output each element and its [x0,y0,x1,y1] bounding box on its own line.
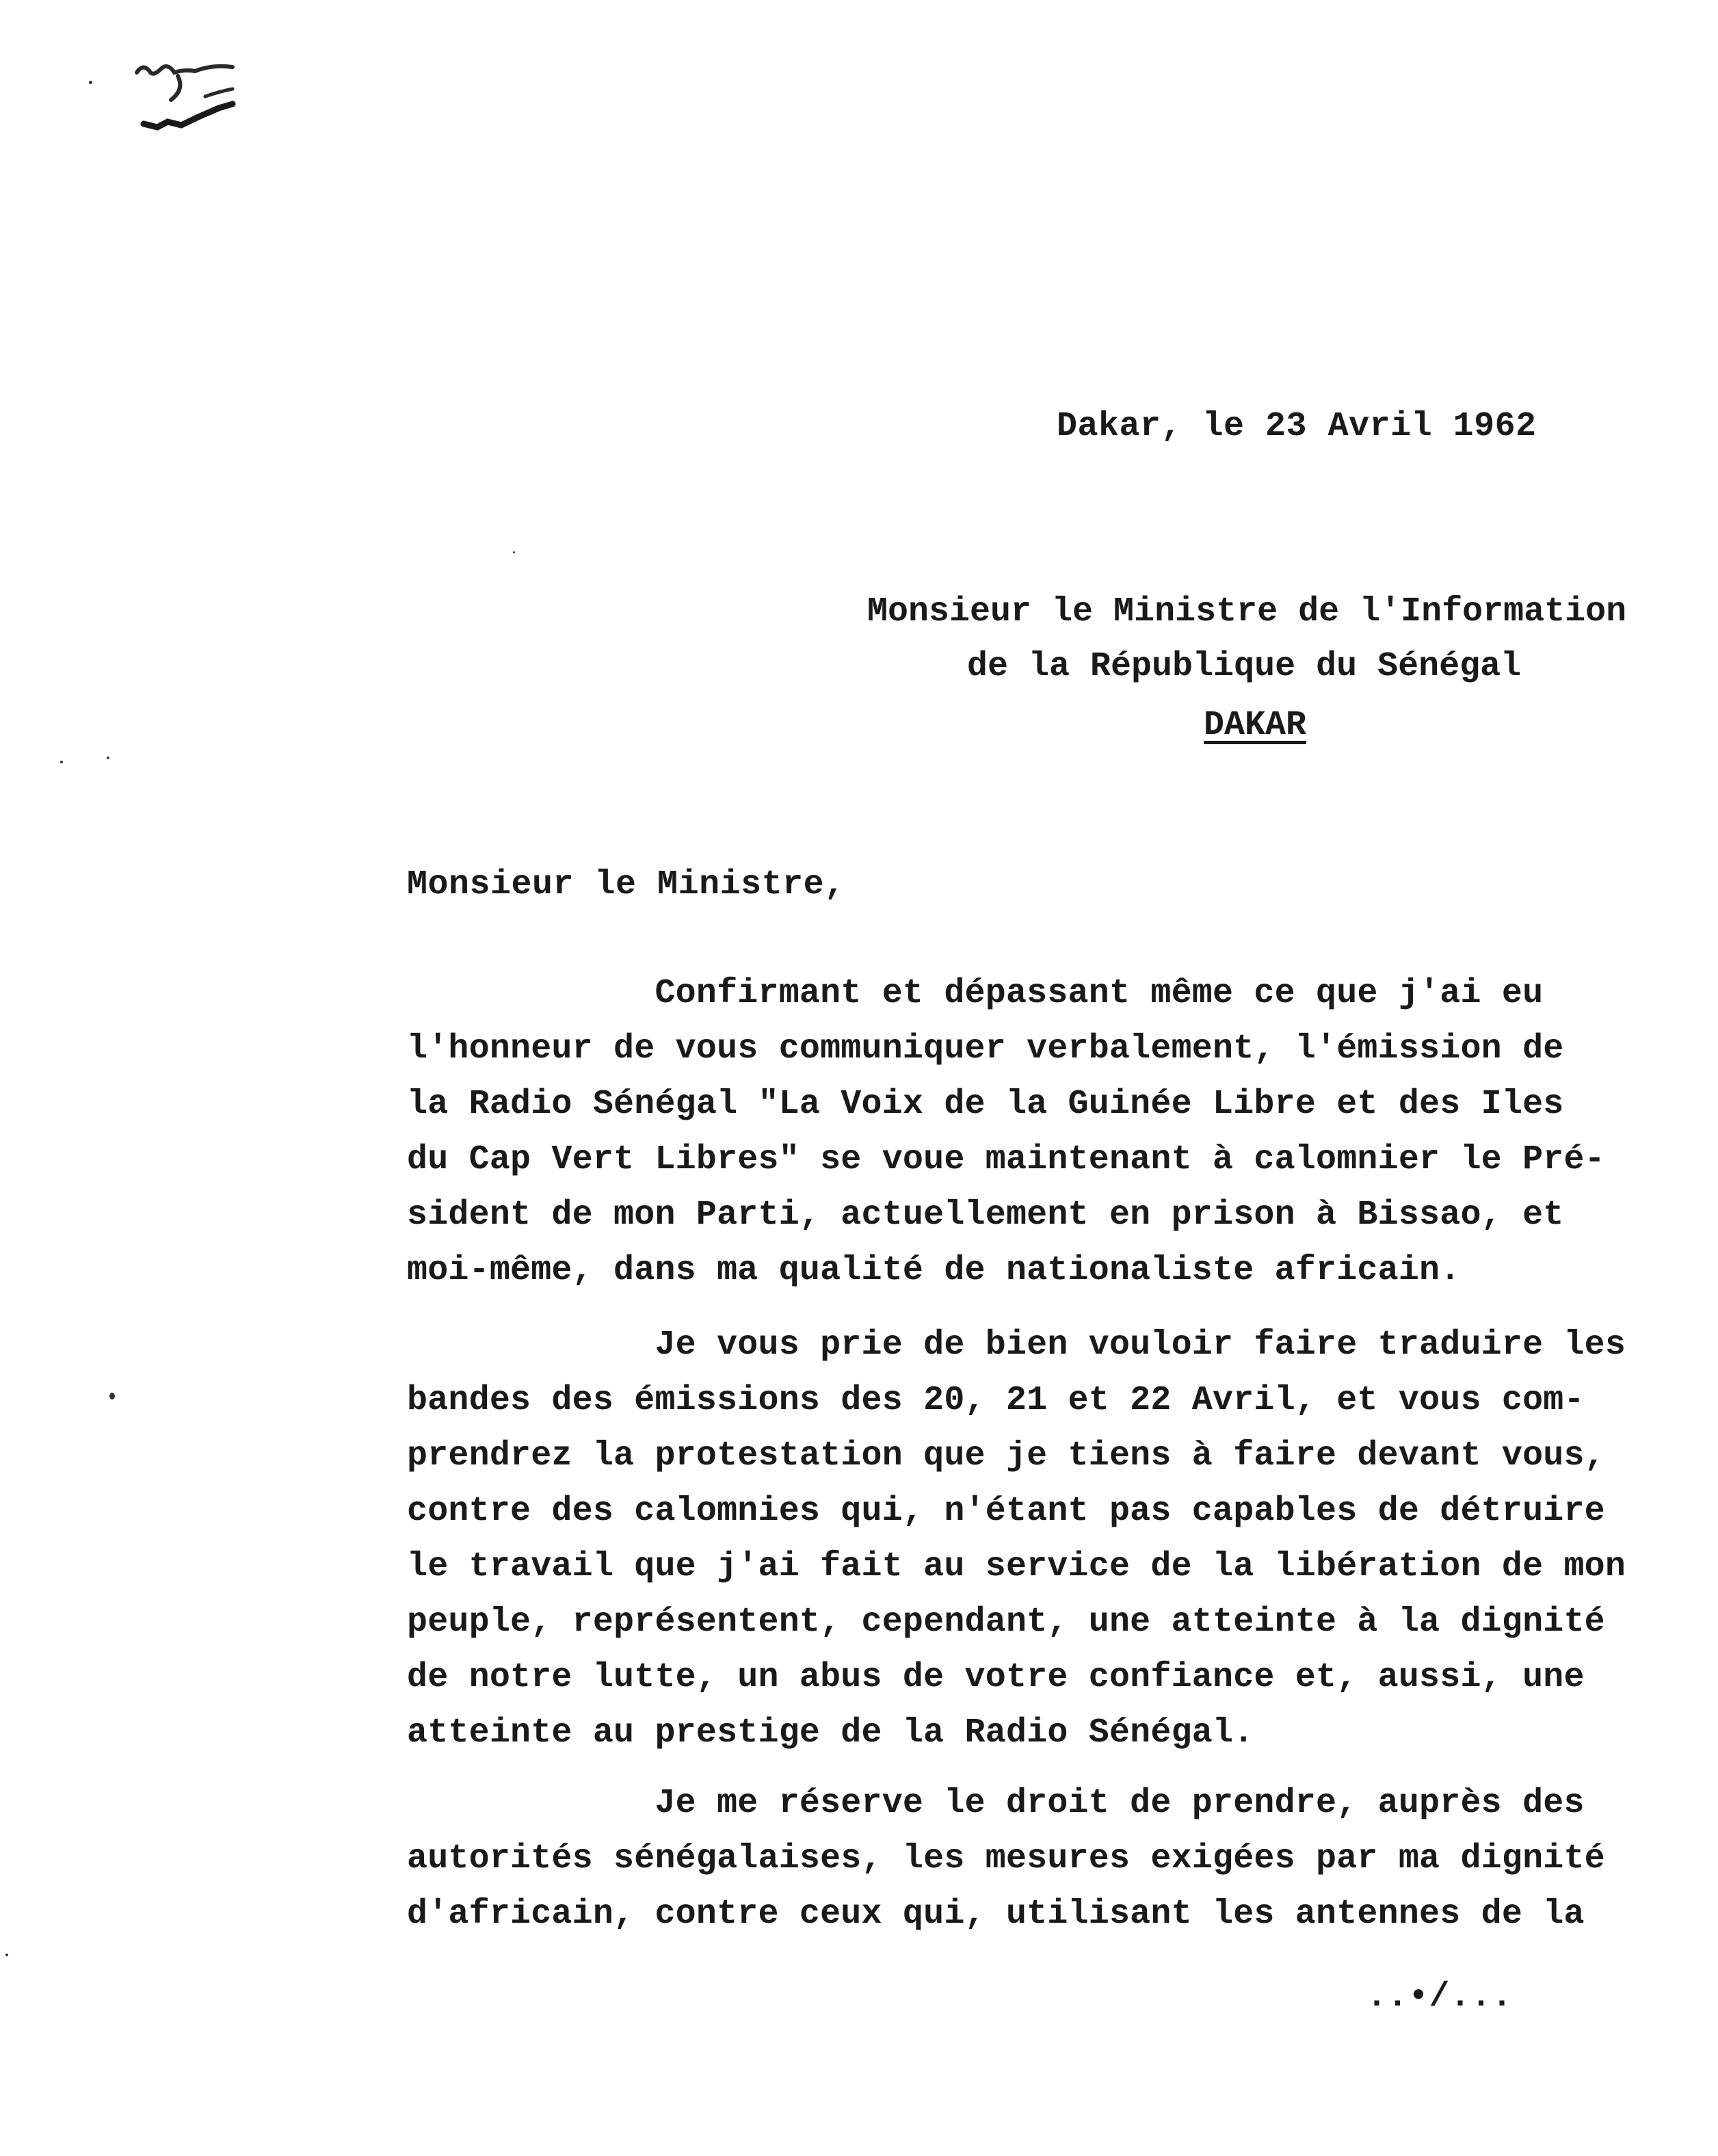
paragraph-2: Je vous prie de bien vouloir faire traduire les bandes des émissions des 20, 21 et 22 Avril, et vous com- prendrez la protestation que je tiens à faire devant vous, contre des calomnies qui, n'étant pas capables de détruire le travail que j'ai fait au service de la libération de mon peuple, représentent, cependant, une atteinte à la dignité de notre lutte, un abus de votre confiance et, aussi, une atteinte au prestige de la Radio Sénégal. [407,1326,1626,1752]
paper-speck [109,1393,115,1399]
recipient-line-2: de la République du Sénégal [967,647,1522,686]
paper-speck [5,1954,8,1956]
paragraph-3: Je me réserve le droit de prendre, auprès des autorités sénégalaises, les mesures exigées par ma dignité d'africain, contre ceux qui, utilisant les antennes de la [407,1784,1605,1934]
salutation: Monsieur le Ministre, [407,865,845,904]
paper-speck [107,757,109,759]
recipient-line-1: Monsieur le Ministre de l'Information [867,592,1627,631]
date-line: Dakar, le 23 Avril 1962 [1057,407,1537,446]
paper-speck [513,551,515,553]
paper-speck [89,81,92,84]
handwritten-mark [130,59,260,141]
recipient-city: DAKAR [1204,706,1307,745]
paper-speck [60,761,63,763]
continuation-marker: ..•/... [1366,1977,1513,2016]
paragraph-1: Confirmant et dépassant même ce que j'ai eu l'honneur de vous communiquer verbalement, l'émission de la Radio Sénégal "La Voix de la Guinée Libre et des Iles du Cap Vert Libres" se voue maintenant à calomnier le Pré- sident de mon Parti, actuellement en prison à Bissao, et moi-même, dans ma qualité de nationaliste africain. [407,974,1605,1290]
